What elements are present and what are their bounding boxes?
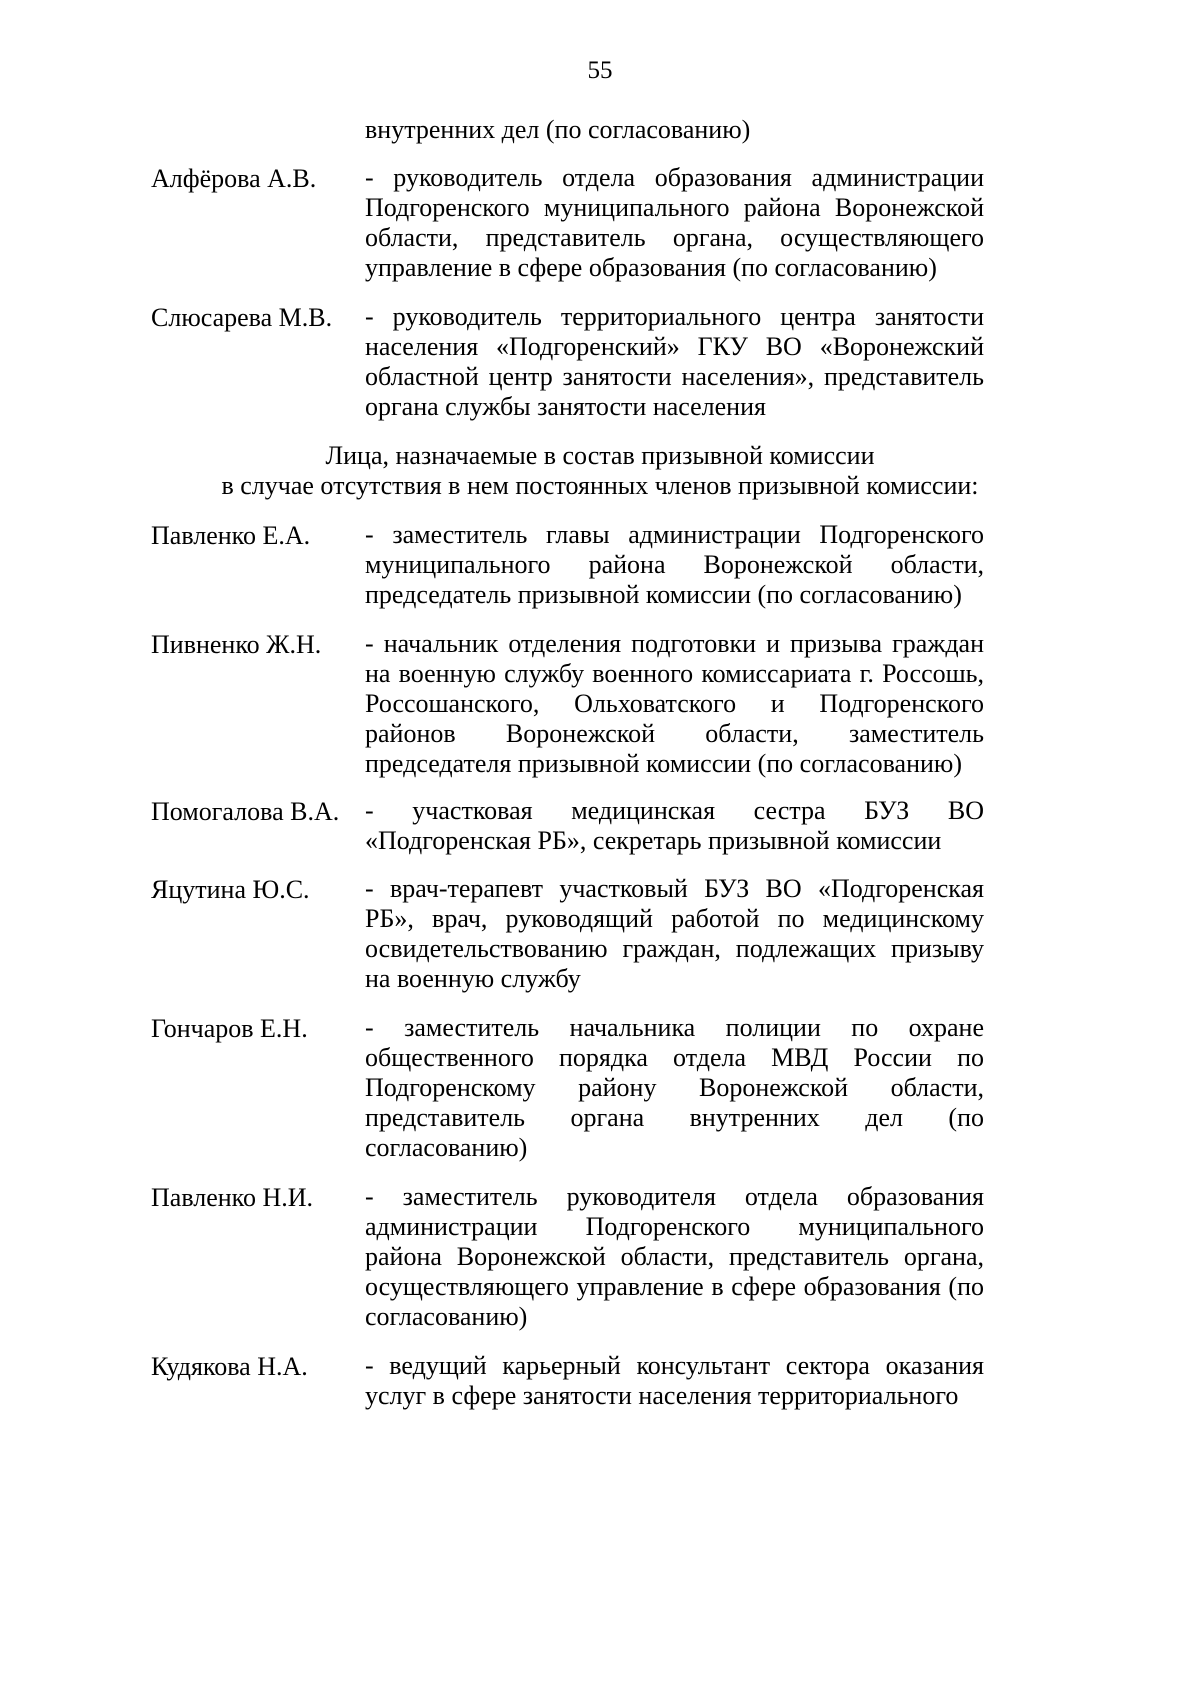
member-name: Алфёрова А.В. [151, 164, 317, 193]
member-name: Кудякова Н.А. [151, 1352, 308, 1381]
member-role: - заместитель главы администрации Подгоренского муниципального района Воронежской области, председатель призывной комиссии (по согласованию) [365, 520, 984, 609]
reserve-heading [0, 441, 1200, 501]
continuation-text: внутренних дел (по согласованию) [365, 115, 751, 144]
member-role: - заместитель руководителя отдела образования администрации Подгоренского муниципального района Воронежской области, представитель органа, осуществляющего управление в сфере образования (по согласованию) [365, 1182, 984, 1331]
member-name: Яцутина Ю.С. [151, 875, 310, 904]
member-name: Пивненко Ж.Н. [151, 630, 322, 659]
member-role: - ведущий карьерный консультант сектора оказания услуг в сфере занятости населения территориального [365, 1351, 984, 1410]
member-role: - заместитель начальника полиции по охране общественного порядка отдела МВД России по Подгоренскому району Воронежской области, представитель органа внутренних дел (по согласованию) [365, 1013, 984, 1162]
page-number: 55 [587, 57, 613, 84]
member-name: Помогалова В.А. [151, 797, 340, 826]
member-name: Гончаров Е.Н. [151, 1014, 308, 1043]
reserve-heading-line-2: в случае отсутствия в нем постоянных членов призывной комиссии: [221, 471, 979, 500]
member-role: - руководитель территориального центра занятости населения «Подгоренский» ГКУ ВО «Воронежский областной центр занятости населения», представитель органа службы занятости населения [365, 302, 984, 421]
member-role: - врач-терапевт участковый БУЗ ВО «Подгоренская РБ», врач, руководящий работой по медицинскому освидетельствованию граждан, подлежащих призыву на военную службу [365, 874, 984, 993]
member-name: Павленко Н.И. [151, 1183, 314, 1212]
member-role: - начальник отделения подготовки и призыва граждан на военную службу военного комиссариата г. Россошь, Россошанского, Ольховатского и Подгоренского районов Воронежской области, заместитель председателя призывной комиссии (по согласованию) [365, 629, 984, 778]
member-role: - участковая медицинская сестра БУЗ ВО «Подгоренская РБ», секретарь призывной комиссии [365, 796, 984, 855]
member-role: - руководитель отдела образования администрации Подгоренского муниципального района Воронежской области, представитель органа, осуществляющего управление в сфере образования (по согласованию) [365, 163, 984, 282]
member-name: Павленко Е.А. [151, 521, 311, 550]
reserve-heading-line-1: Лица, назначаемые в состав призывной комиссии [325, 441, 875, 470]
member-name: Слюсарева М.В. [151, 303, 333, 332]
